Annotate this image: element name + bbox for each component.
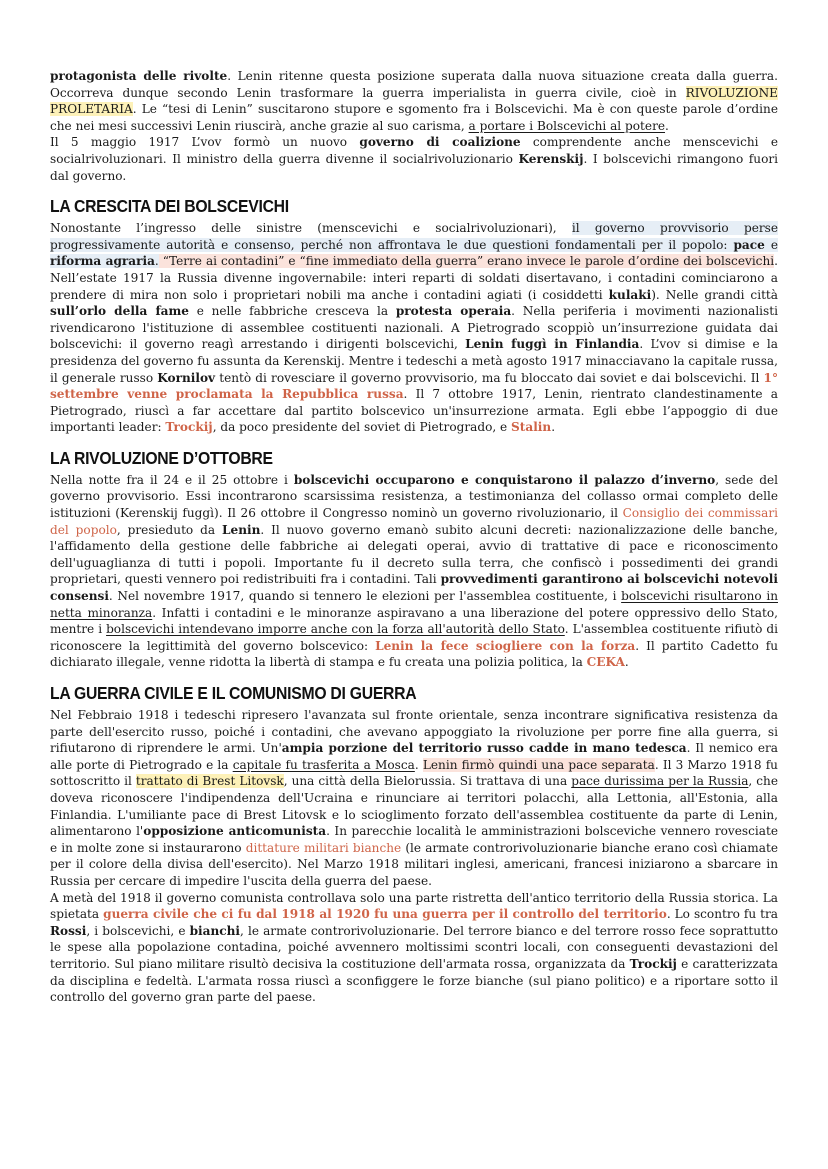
- text: . Lo scontro fu tra: [666, 907, 779, 922]
- text: Nel Febbraio 1918 i tedeschi ripresero l'avanzata sul fronte orientale, senza incontrare significativa resistenza da parte dell'esercito russo, poiché i contadini, che avevano appoggiato la rivoluzione per porre fine alla guerra, si rifiutarono di riprendere le armi. Un': [50, 708, 778, 756]
- bold-text: protagonista delle rivolte: [50, 69, 228, 83]
- text: Nonostante l’ingresso delle sinistre (menscevichi e socialrivoluzionari),: [50, 221, 572, 236]
- bold-text: Lenin fuggì in Finlandia: [465, 337, 640, 352]
- bold-text: sull’orlo della fame: [50, 304, 189, 319]
- red-highlight-text: che ci fu dal 1918 al 1920 fu una guerra per il controllo del territorio: [188, 907, 667, 922]
- text: , sede del governo provvisorio. Essi incontrarono scarsissima resistenza, a testimonianza del collasso ormai completo delle istituzioni (Kerenskij fuggì). Il 26 ottobre il Congresso nominò un governo rivoluzionario, il: [50, 472, 779, 521]
- highlighted-text: Lenin firmò quindi una pace separata: [422, 757, 655, 772]
- text: e: [764, 237, 778, 252]
- underlined-text: bolscevichi intendevano imporre anche con la forza all'autorità dello Stato: [106, 622, 565, 637]
- paragraph: [50, 134, 778, 184]
- text: tentò di rovesciare il governo provvisorio, ma fu bloccato dai soviet e dai bolscevichi. Il: [215, 370, 764, 385]
- paragraph: [50, 890, 778, 1006]
- text: , i bolscevichi, e: [86, 923, 190, 938]
- text: comprendente anche menscevichi e socialrivoluzionari. Il ministro della guerra divenne il socialrivoluzionario: [50, 135, 778, 166]
- text: Il 5 maggio 1917 L’vov formò un nuovo: [50, 135, 360, 150]
- text: , le armate controrivoluzionarie. Del terrore bianco e del terrore rosso fece soprattutto le spese alla popolazione contadina, poiché avvennero moltissimi scontri locali, con conseguenti devastazioni del territorio. Sul piano militare risultò decisiva la costituzione dell'armata rossa, organizzata da: [50, 923, 779, 971]
- text: . L’vov si dimise e la presidenza del governo fu assunta da Kerenskij. Mentre i tedeschi a metà agosto 1917 minacciavano la capitale russa, il generale russo: [50, 337, 778, 385]
- underlined-text: pace durissima per la Russia: [571, 774, 749, 789]
- red-highlight-text: Lenin la fece sciogliere con la forza: [375, 638, 636, 653]
- red-highlight-text: Trockij: [165, 420, 213, 435]
- highlighted-text: RIVOLUZIONE PROLETARIA: [50, 85, 778, 117]
- text: . Nella periferia i movimenti nazionalisti rivendicarono l'istituzione di assemblee costituenti nazionali. A Pietrogrado scoppiò un’insurrezione guidata dai bolscevichi: il governo reagì arrestando i dirigenti bolscevichi,: [50, 304, 778, 352]
- red-highlight-text: dittature militari bianche: [245, 840, 402, 855]
- bold-text: Kornilov: [157, 370, 216, 385]
- highlighted-text: “Terre ai contadini” e “fine immediato della guerra” erano invece le parole d’ordine dei bolscevichi: [158, 254, 775, 269]
- bold-text: Lenin: [222, 522, 261, 537]
- bold-text: protesta operaia: [395, 304, 512, 319]
- text: .: [624, 655, 629, 670]
- underlined-text: capitale fu trasferita a Mosca: [232, 757, 415, 772]
- text: . Nel novembre 1917, quando si tennero le elezioni per l'assemblea costituente, i: [108, 589, 622, 604]
- bold-text: provvedimenti garantirono ai bolscevichi notevoli consensi: [50, 572, 778, 604]
- red-highlight-text: CEKA: [586, 655, 625, 670]
- bold-text: governo di coalizione: [359, 135, 521, 150]
- text: , da poco presidente del soviet di Pietrogrado, e: [212, 420, 512, 435]
- paragraph: [50, 707, 778, 890]
- text: ). Nelle grandi città: [651, 287, 778, 302]
- paragraph: [50, 220, 778, 436]
- text: il governo provvisorio perse progressivamente autorità e consenso, perché non affrontava le due questioni fondamentali per il popolo:: [50, 221, 778, 252]
- text: .: [414, 757, 423, 772]
- bold-text: bolscevichi occuparono e conquistarono il palazzo d’inverno: [293, 472, 716, 487]
- text: A metà del 1918 il governo comunista controllava solo una parte ristretta dell'antico territorio della Russia storica. La spietata: [50, 890, 778, 922]
- red-highlight-text: 1° settembre venne proclamata la Repubblica russa: [50, 370, 778, 402]
- section-heading: LA GUERRA CIVILE E IL COMUNISMO DI GUERRA: [50, 683, 417, 703]
- text: . I bolscevichi rimangono fuori dal governo.: [50, 151, 778, 183]
- bold-text: bianchi: [189, 923, 241, 938]
- section-heading: LA CRESCITA DEI BOLSCEVICHI: [50, 196, 289, 217]
- text: e nelle fabbriche cresceva la: [188, 304, 396, 319]
- bold-text: riforma agraria: [50, 254, 155, 269]
- paragraph: [50, 472, 778, 671]
- text: (le armate controrivoluzionarie bianche erano così chiamate per il colore della divisa dell'esercito). Nel Marzo 1918 militari inglesi, americani, francesi iniziarono a sbarcare in Russia per cercare di impedire l'uscita della guerra del paese.: [50, 840, 779, 888]
- text: , che doveva riconoscere l'indipendenza dell'Ucraina e rinunciare ai territori polacchi, alla Lettonia, all'Estonia, alla Finlandia. L'umiliante pace di Brest Litovsk e lo scioglimento forzato dell'assemblea costituente da parte di Lenin, alimentarono l': [50, 774, 778, 839]
- paragraph: [50, 68, 778, 134]
- red-highlight-text: guerra civile: [103, 907, 189, 922]
- bold-text: ampia porzione del territorio russo cadde in mano tedesca: [281, 741, 687, 756]
- text: . Infatti i contadini e le minoranze aspiravano a una liberazione del potere oppressivo dello Stato, mentre i: [50, 605, 778, 637]
- text: , una città della Bielorussia. Si trattava di una: [283, 774, 572, 789]
- text: . Il 7 ottobre 1917, Lenin, rientrato clandestinamente a Pietrogrado, riuscì a far accettare dal partito bolscevico un'insurrezione armata. Egli ebbe l’appoggio di due importanti leader:: [50, 387, 778, 435]
- text: .: [154, 254, 159, 269]
- bold-text: Rossi: [50, 923, 87, 938]
- text: .: [665, 118, 669, 133]
- underlined-text: bolscevichi risultarono in netta minoranza: [50, 589, 778, 620]
- text: . L'assemblea costituente rifiutò di riconoscere la legittimità del governo bolscevico:: [50, 622, 778, 653]
- text: . Lenin ritenne questa posizione superata dalla nuova situazione creata dalla guerra. Occorreva dunque secondo Lenin trasformare la guerra imperialista in guerra civile, cioè in: [50, 69, 778, 100]
- red-highlight-text: Stalin: [511, 420, 552, 435]
- bold-text: Trockij: [629, 956, 677, 971]
- text: Nella notte fra il 24 e il 25 ottobre i: [50, 472, 294, 487]
- bold-text: opposizione anticomunista: [143, 824, 327, 839]
- text: .: [551, 420, 556, 435]
- highlighted-text: trattato di Brest Litovsk: [135, 774, 284, 789]
- underlined-text: a portare i Bolscevichi al potere: [468, 118, 666, 133]
- text: . Il partito Cadetto fu dichiarato illegale, venne ridotta la libertà di stampa e fu creata una polizia politica, la: [50, 638, 779, 670]
- text: , presieduto da: [116, 522, 222, 537]
- text: . Il nemico era alle porte di Pietrogrado e la: [50, 741, 778, 772]
- text: . Nell’estate 1917 la Russia divenne ingovernabile: interi reparti di soldati disertavano, i contadini cominciarono a prendere di mira non solo i proprietari nobili ma anche i contadini agiati (i cosiddetti: [50, 254, 778, 302]
- red-highlight-text: Consiglio dei commissari del popolo: [50, 506, 778, 537]
- text: . Il 3 Marzo 1918 fu sottoscritto il: [50, 757, 778, 789]
- section-heading: LA RIVOLUZIONE D’OTTOBRE: [50, 447, 273, 468]
- text: . Il nuovo governo emanò subito alcuni decreti: nazionalizzazione delle banche, l'affidamento della gestione delle fabbriche ai delegati operai, avvio di trattative di pace e riconoscimento dell'uguaglianza di tutti i popoli. Importante fu il decreto sulla terra, che confiscò i possedimenti dei grandi proprietari, questi vennero poi redistribuiti fra i contadini. Tali: [50, 522, 778, 587]
- text: e caratterizzata da disciplina e fedeltà. L'armata rossa riuscì a sconfiggere le forze bianche (sul piano politico) e a riportare sotto il controllo del governo gran parte del paese.: [50, 956, 778, 1005]
- text: . Le “tesi di Lenin” suscitarono stupore e sgomento fra i Bolscevichi. Ma è con queste parole d’ordine che nei mesi successivi Lenin riuscirà, anche grazie al suo carisma,: [50, 102, 778, 133]
- text: . In parecchie località le amministrazioni bolsceviche vennero rovesciate e in molte zone si instaurarono: [50, 824, 778, 855]
- bold-text: Kerenskij: [518, 151, 584, 166]
- bold-text: pace: [733, 237, 765, 252]
- bold-text: kulaki: [608, 287, 652, 302]
